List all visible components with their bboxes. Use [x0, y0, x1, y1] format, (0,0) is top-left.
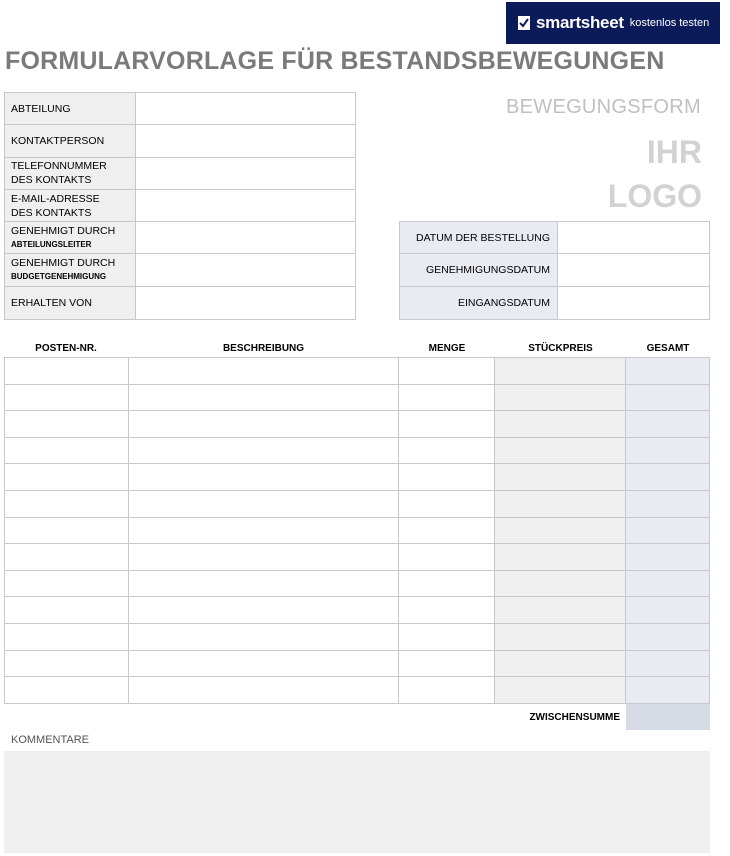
column-header-quantity: MENGE: [428, 342, 466, 354]
date-label: DATUM DER BESTELLUNG: [400, 222, 557, 253]
quantity-cell[interactable]: [399, 651, 495, 678]
item-no-cell[interactable]: [5, 464, 129, 491]
subtotal-label: ZWISCHENSUMME: [529, 711, 620, 723]
total-cell[interactable]: [626, 624, 710, 651]
description-cell[interactable]: [129, 385, 400, 412]
unit-price-cell[interactable]: [495, 544, 626, 571]
total-cell[interactable]: [626, 411, 710, 438]
quantity-cell[interactable]: [399, 518, 495, 545]
info-row: [5, 125, 355, 157]
description-cell[interactable]: [129, 651, 400, 678]
smartsheet-banner[interactable]: [506, 2, 720, 44]
approved-by-budget-field[interactable]: [135, 254, 355, 285]
total-cell[interactable]: [626, 651, 710, 678]
description-cell[interactable]: [129, 358, 400, 385]
description-cell[interactable]: [129, 491, 400, 518]
item-no-cell[interactable]: [5, 597, 129, 624]
total-cell[interactable]: [626, 571, 710, 598]
total-cell[interactable]: [626, 464, 710, 491]
table-row: [5, 518, 710, 545]
table-row: [5, 544, 710, 571]
item-no-cell[interactable]: [5, 491, 129, 518]
date-row: [400, 287, 709, 319]
contact-person-field[interactable]: [135, 125, 355, 156]
info-label: GENEHMIGT DURCH BUDGETGENEHMIGUNG: [5, 254, 135, 285]
item-no-cell[interactable]: [5, 518, 129, 545]
items-table-body: [4, 357, 710, 704]
table-row: [5, 571, 710, 598]
form-type-label: BEWEGUNGSFORM: [505, 96, 701, 118]
quantity-cell[interactable]: [399, 438, 495, 465]
info-row: [5, 287, 355, 319]
total-cell[interactable]: [626, 677, 710, 704]
quantity-cell[interactable]: [399, 464, 495, 491]
item-no-cell[interactable]: [5, 624, 129, 651]
info-row: [5, 254, 355, 286]
unit-price-cell[interactable]: [495, 518, 626, 545]
unit-price-cell[interactable]: [495, 358, 626, 385]
quantity-cell[interactable]: [399, 571, 495, 598]
items-table-header: [4, 339, 710, 357]
item-no-cell[interactable]: [5, 677, 129, 704]
checkmark-icon: [518, 16, 530, 30]
column-header-unit-price: STÜCKPREIS: [528, 342, 593, 354]
order-date-field[interactable]: [557, 222, 709, 253]
description-cell[interactable]: [129, 411, 400, 438]
contact-phone-field[interactable]: [135, 158, 355, 189]
unit-price-cell[interactable]: [495, 677, 626, 704]
unit-price-cell[interactable]: [495, 491, 626, 518]
unit-price-cell[interactable]: [495, 597, 626, 624]
description-cell[interactable]: [129, 544, 400, 571]
description-cell[interactable]: [129, 677, 400, 704]
info-label: KONTAKTPERSON: [5, 125, 135, 156]
unit-price-cell[interactable]: [495, 385, 626, 412]
description-cell[interactable]: [129, 464, 400, 491]
info-label: GENEHMIGT DURCH ABTEILUNGSLEITER: [5, 222, 135, 253]
column-header-description: BESCHREIBUNG: [222, 342, 305, 354]
description-cell[interactable]: [129, 438, 400, 465]
contact-email-field[interactable]: [135, 190, 355, 221]
info-row: [5, 158, 355, 190]
date-label: GENEHMIGUNGSDATUM: [400, 254, 557, 285]
table-row: [5, 651, 710, 678]
total-cell[interactable]: [626, 544, 710, 571]
item-no-cell[interactable]: [5, 385, 129, 412]
approval-date-field[interactable]: [557, 254, 709, 285]
unit-price-cell[interactable]: [495, 464, 626, 491]
info-label: ABTEILUNG: [5, 93, 135, 124]
quantity-cell[interactable]: [399, 677, 495, 704]
column-header-item-no: POSTEN-NR.: [35, 342, 97, 354]
quantity-cell[interactable]: [399, 358, 495, 385]
table-row: [5, 385, 710, 412]
item-no-cell[interactable]: [5, 651, 129, 678]
date-row: [400, 222, 709, 254]
table-row: [5, 624, 710, 651]
date-row: [400, 254, 709, 286]
description-cell[interactable]: [129, 624, 400, 651]
table-row: [5, 677, 710, 704]
quantity-cell[interactable]: [399, 491, 495, 518]
unit-price-cell[interactable]: [495, 651, 626, 678]
quantity-cell[interactable]: [399, 411, 495, 438]
page-title: FORMULARVORLAGE FÜR BESTANDSBEWEGUNGEN: [5, 47, 665, 75]
unit-price-cell[interactable]: [495, 438, 626, 465]
description-cell[interactable]: [129, 518, 400, 545]
brand-name: smartsheet: [536, 13, 624, 32]
item-no-cell[interactable]: [5, 571, 129, 598]
item-no-cell[interactable]: [5, 544, 129, 571]
table-row: [5, 438, 710, 465]
info-row: [5, 190, 355, 222]
info-table: [4, 92, 356, 320]
received-from-field[interactable]: [135, 287, 355, 319]
quantity-cell[interactable]: [399, 385, 495, 412]
column-header-total: GESAMT: [646, 342, 690, 354]
date-label: EINGANGSDATUM: [400, 287, 557, 319]
table-row: [5, 597, 710, 624]
quantity-cell[interactable]: [399, 597, 495, 624]
item-no-cell[interactable]: [5, 358, 129, 385]
total-cell[interactable]: [626, 438, 710, 465]
receipt-date-field[interactable]: [557, 287, 709, 319]
table-row: [5, 491, 710, 518]
table-row: [5, 464, 710, 491]
total-cell[interactable]: [626, 597, 710, 624]
info-label: TELEFONNUMMER DES KONTAKTS: [5, 158, 135, 189]
comments-field[interactable]: [4, 751, 710, 853]
info-row: [5, 222, 355, 254]
date-table: [399, 221, 710, 320]
unit-price-cell[interactable]: [495, 624, 626, 651]
approved-by-department-head-field[interactable]: [135, 222, 355, 253]
description-cell[interactable]: [129, 571, 400, 598]
subtotal-field[interactable]: [626, 704, 710, 730]
total-cell[interactable]: [626, 518, 710, 545]
item-no-cell[interactable]: [5, 438, 129, 465]
info-label: ERHALTEN VON: [5, 287, 135, 319]
department-field[interactable]: [135, 93, 355, 124]
total-cell[interactable]: [626, 385, 710, 412]
total-cell[interactable]: [626, 491, 710, 518]
info-row: [5, 93, 355, 125]
quantity-cell[interactable]: [399, 544, 495, 571]
table-row: [5, 411, 710, 438]
quantity-cell[interactable]: [399, 624, 495, 651]
table-row: [5, 358, 710, 385]
unit-price-cell[interactable]: [495, 411, 626, 438]
comments-label: KOMMENTARE: [11, 734, 90, 746]
total-cell[interactable]: [626, 358, 710, 385]
unit-price-cell[interactable]: [495, 571, 626, 598]
trial-link[interactable]: kostenlos testen: [629, 17, 710, 29]
item-no-cell[interactable]: [5, 411, 129, 438]
logo-placeholder[interactable]: IHR LOGO: [607, 134, 702, 214]
description-cell[interactable]: [129, 597, 400, 624]
info-label: E-MAIL-ADRESSE DES KONTAKTS: [5, 190, 135, 221]
